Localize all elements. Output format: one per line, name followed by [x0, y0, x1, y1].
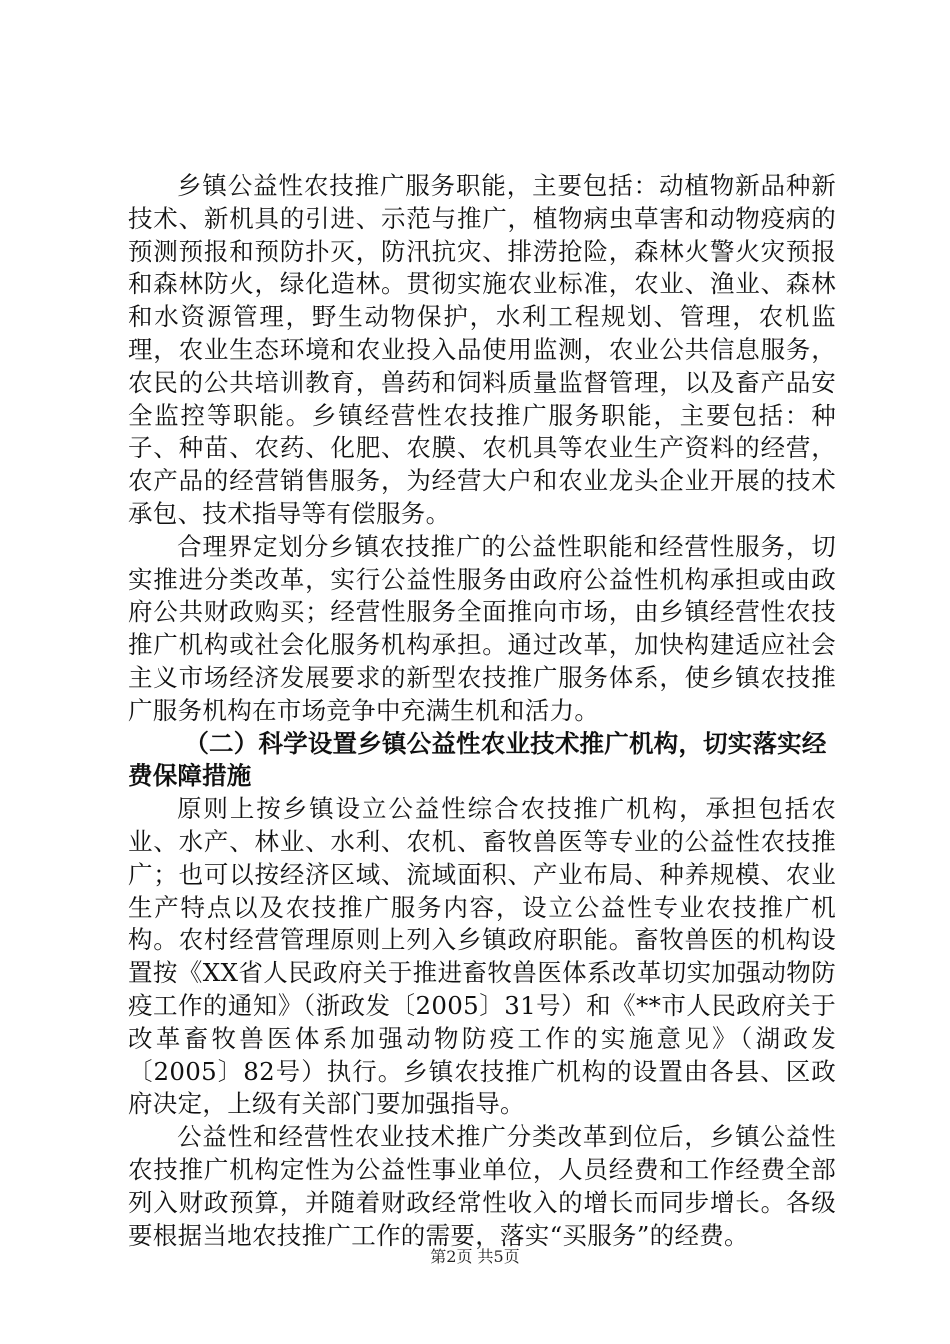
document-body: [128, 170, 836, 1252]
section-heading: （二）科学设置乡镇公益性农业技术推广机构，切实落实经费保障措施: [128, 728, 827, 791]
paragraph-classification-reform: 合理界定划分乡镇农技推广的公益性职能和经营性服务，切实推进分类改革，实行公益性服务由政府公益性机构承担或由政府公共财政购买；经营性服务全面推向市场，由乡镇经营性农技推广机构或社会化服务机构承担。通过改革，加快构建适应社会主义市场经济发展要求的新型农技推广服务体系，使乡镇农技推广服务机构在市场竞争中充满生机和活力。: [128, 531, 836, 725]
page-number-footer: 第2页 共5页: [430, 1247, 520, 1266]
paragraph-funding: 公益性和经营性农业技术推广分类改革到位后，乡镇公益性农技推广机构定性为公益性事业单位，人员经费和工作经费全部列入财政预算，并随着财政经常性收入的增长而同步增长。各级要根据当地农技推广工作的需要，落实“买服务”的经费。: [128, 1122, 836, 1250]
paragraph-public-welfare-functions: 乡镇公益性农技推广服务职能，主要包括：动植物新品种新技术、新机具的引进、示范与推广，植物病虫草害和动物疫病的预测预报和预防扑灭，防汛抗灾、排涝抢险，森林火警火灾预报和森林防火，绿化造林。贯彻实施农业标准，农业、渔业、森林和水资源管理，野生动物保护，水利工程规划、管理，农机监理，农业生态环境和农业投入品使用监测，农业公共信息服务，农民的公共培训教育，兽药和饲料质量监督管理，以及畜产品安全监控等职能。乡镇经营性农技推广服务职能，主要包括：种子、种苗、农药、化肥、农膜、农机具等农业生产资料的经营，农产品的经营销售服务，为经营大户和农业龙头企业开展的技术承包、技术指导等有偿服务。: [128, 171, 836, 528]
paragraph-institution-setup: 原则上按乡镇设立公益性综合农技推广机构，承担包括农业、水产、林业、水利、农机、畜牧兽医等专业的公益性农技推广；也可以按经济区域、流域面积、产业布局、种养规模、农业生产特点以及农技推广服务内容，设立公益性专业农技推广机构。农村经营管理原则上列入乡镇政府职能。畜牧兽医的机构设置按《XX省人民政府关于推进畜牧兽医体系改革切实加强动物防疫工作的通知》（浙政发〔2005〕31号）和《**市人民政府关于改革畜牧兽医体系加强动物防疫工作的实施意见》（湖政发〔2005〕82号）执行。乡镇农技推广机构的设置由各县、区政府决定，上级有关部门要加强指导。: [128, 794, 836, 1119]
